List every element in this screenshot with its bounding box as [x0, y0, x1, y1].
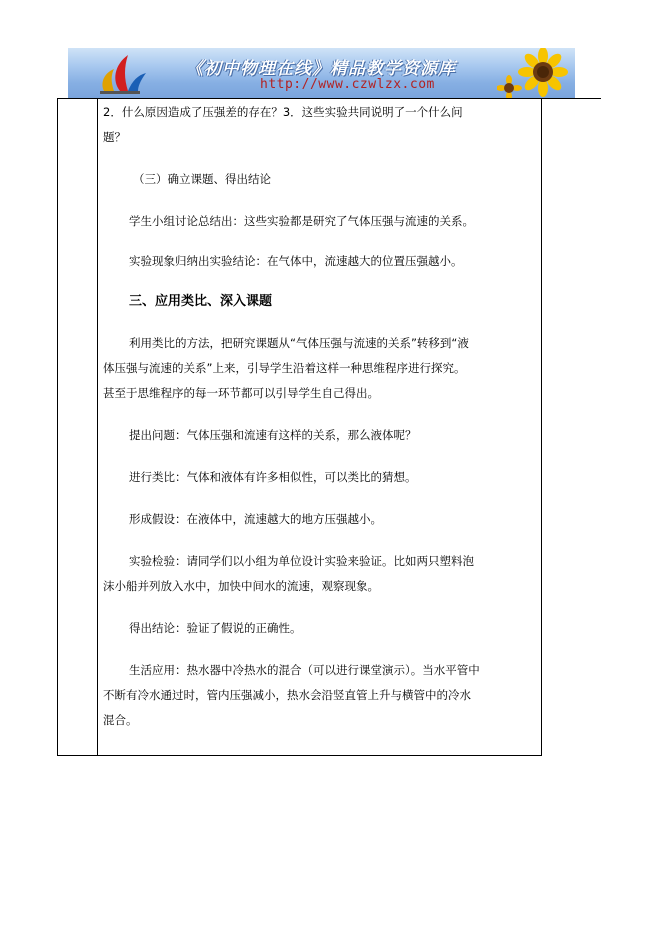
banner-title: 《初中物理在线》精品教学资源库 — [186, 59, 456, 79]
step-question: 提出问题：气体压强和流速有这样的关系，那么液体呢？ — [129, 428, 417, 442]
life-application-end: 混合。 — [103, 713, 138, 727]
sunflower-icon — [497, 48, 575, 98]
step-test-cont: 沫小船并列放入水中，加快中间水的流速，观察现象。 — [103, 579, 379, 593]
step-analogy: 进行类比：气体和液体有许多相似性，可以类比的猜想。 — [129, 470, 417, 484]
analogy-text-cont: 体压强与流速的关系”上来，引导学生沿着这样一种思维程序进行探究。 — [103, 361, 466, 375]
table-left-border — [57, 98, 58, 755]
table-top-border — [57, 98, 601, 99]
step-hypothesis: 形成假设：在液体中，流速越大的地方压强越小。 — [129, 512, 382, 526]
section-heading: 三、应用类比、深入课题 — [129, 294, 273, 309]
step-test: 实验检验：请同学们以小组为单位设计实验来验证。比如两只塑料泡 — [129, 554, 474, 568]
life-application-cont: 不断有冷水通过时，管内压强减小，热水会沿竖直管上升与横管中的冷水 — [103, 688, 471, 702]
life-application: 生活应用：热水器中冷热水的混合（可以进行课堂演示）。当水平管中 — [129, 663, 480, 677]
lesson-content — [103, 100, 535, 733]
subsection-heading: （三）确立课题、得出结论 — [133, 172, 271, 186]
header-banner — [68, 48, 575, 98]
table-right-border — [541, 98, 542, 755]
banner-url[interactable]: http://www.czwlzx.com — [260, 77, 435, 92]
table-column-divider — [97, 98, 98, 755]
questions-text: 2．什么原因造成了压强差的存在？3．这些实验共同说明了一个什么问 — [103, 105, 463, 119]
table-bottom-border — [57, 755, 542, 756]
conclusion-text: 实验现象归纳出实验结论：在气体中，流速越大的位置压强越小。 — [129, 254, 463, 268]
step-result: 得出结论：验证了假说的正确性。 — [129, 621, 302, 635]
analogy-text: 利用类比的方法，把研究课题从“气体压强与流速的关系”转移到“液 — [129, 336, 469, 350]
site-logo-icon — [90, 51, 148, 95]
summary-text: 学生小组讨论总结出：这些实验都是研究了气体压强与流速的关系。 — [129, 214, 474, 228]
analogy-text-end: 甚至于思维程序的每一环节都可以引导学生自己得出。 — [103, 386, 379, 400]
questions-text-cont: 题？ — [103, 130, 126, 144]
